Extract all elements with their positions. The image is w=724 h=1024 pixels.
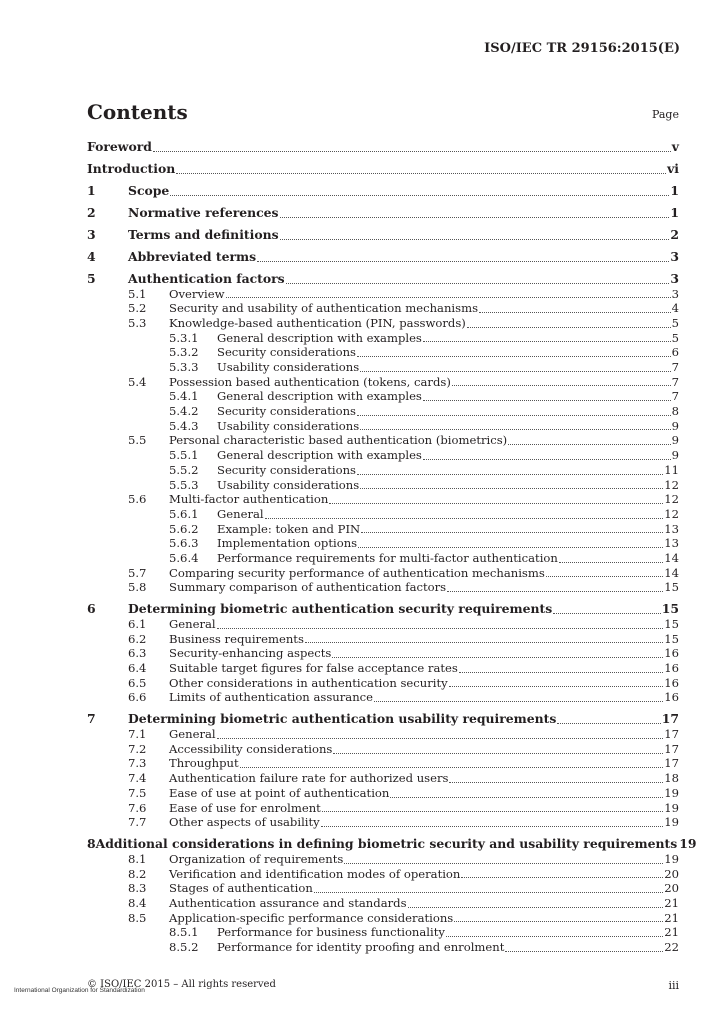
toc-entry[interactable] (87, 536, 679, 551)
toc-entry-number: 8.5.1 (169, 925, 199, 940)
toc-entry-number: 6.2 (128, 631, 147, 646)
toc-entry-page: 16 (664, 690, 679, 705)
toc-entry-page: 16 (664, 675, 679, 690)
toc-entry-page: 15 (664, 580, 679, 595)
toc-entry-page: 17 (664, 727, 679, 742)
toc-entry[interactable] (87, 580, 679, 595)
toc-entry-number: 5.7 (128, 565, 147, 580)
toc-entry-title: Business requirements (169, 631, 304, 646)
page-title: Contents (87, 100, 188, 124)
toc-entry-page: 5 (671, 315, 679, 330)
toc-entry[interactable] (87, 375, 679, 390)
toc-entry-page: 21 (664, 910, 679, 925)
toc-entry-number: 8.4 (128, 895, 147, 910)
toc-leader-dots (153, 151, 671, 152)
footer-page-number: iii (668, 979, 679, 992)
toc-entry-page: v (671, 138, 679, 154)
toc-entry[interactable] (87, 272, 679, 287)
toc-leader-dots (322, 811, 663, 812)
toc-entry[interactable] (87, 632, 679, 647)
toc-entry-title: Security considerations (217, 404, 357, 419)
toc-entry[interactable] (87, 206, 679, 221)
toc-leader-dots (217, 628, 664, 629)
toc-entry-page: 3 (670, 248, 679, 264)
toc-entry-page: 15 (664, 617, 679, 631)
toc-entry-title: Determining biometric authentication usability requirements (128, 711, 557, 727)
toc-entry-page: 20 (664, 881, 679, 896)
toc-leader-dots (423, 400, 671, 401)
document-id: ISO/IEC TR 29156:2015(E) (484, 41, 680, 56)
toc-entry-page: 19 (664, 800, 679, 815)
toc-leader-dots (361, 532, 663, 533)
toc-entry[interactable] (87, 492, 679, 507)
toc-entry[interactable] (87, 661, 679, 676)
toc-entry-number: 8.2 (128, 866, 147, 881)
toc-entry[interactable] (87, 433, 679, 448)
toc-leader-dots (505, 951, 663, 952)
toc-leader-dots (217, 738, 664, 739)
toc-entry[interactable] (87, 162, 679, 177)
toc-entry-title: Organization of requirements (169, 851, 344, 866)
toc-entry-title: Performance for business functionality (217, 925, 445, 940)
toc-leader-dots (286, 283, 670, 284)
toc-leader-dots (344, 863, 663, 864)
toc-entry[interactable] (87, 925, 679, 940)
toc-leader-dots (332, 657, 663, 658)
toc-entry-number: 5.3 (128, 315, 147, 330)
toc-entry[interactable] (87, 617, 679, 632)
toc-entry-number: 5.6.3 (169, 536, 199, 551)
toc-leader-dots (360, 488, 663, 489)
watermark: International Organization for Standardization (14, 987, 145, 994)
toc-entry-number: 8.3 (128, 881, 147, 896)
toc-leader-dots (423, 341, 671, 342)
toc-entry-number: 5.6.4 (169, 550, 199, 565)
toc-entry-number: 2 (87, 204, 96, 220)
toc-leader-dots (357, 474, 663, 475)
toc-entry-number: 3 (87, 226, 96, 242)
toc-entry-page: 9 (671, 418, 679, 433)
toc-entry-page: 12 (664, 477, 679, 492)
toc-leader-dots (446, 936, 663, 937)
page-column-label: Page (651, 108, 679, 121)
toc-entry[interactable] (87, 786, 679, 801)
toc-entry-title: Performance for identity proofing and enrolment (217, 940, 505, 955)
toc-entry-title: Suitable target figures for false acceptance rates (169, 661, 458, 676)
toc-entry-number: 5.1 (128, 286, 147, 301)
toc-entry-page: 16 (664, 646, 679, 661)
toc-entry[interactable] (87, 345, 679, 360)
toc-leader-dots (176, 173, 666, 174)
toc-entry-number: 5.2 (128, 301, 147, 316)
toc-entry[interactable] (87, 690, 679, 705)
toc-entry-page: 19 (664, 785, 679, 800)
toc-leader-dots (333, 753, 663, 754)
toc-entry-title: Security-enhancing aspects (169, 646, 332, 661)
toc-entry[interactable] (87, 448, 679, 463)
toc-entry-page: 9 (671, 448, 679, 463)
toc-leader-dots (360, 429, 670, 430)
toc-leader-dots (449, 782, 663, 783)
toc-entry-title: Example: token and PIN (217, 521, 361, 536)
toc-entry[interactable] (87, 140, 679, 155)
toc-entry[interactable] (87, 801, 679, 816)
toc-entry-page: 1 (670, 182, 679, 198)
toc-entry-title: General description with examples (217, 389, 422, 404)
toc-entry-number: 5 (87, 270, 96, 286)
toc-entry-title: Authentication factors (128, 270, 285, 286)
toc-entry[interactable] (87, 566, 679, 581)
toc-leader-dots (559, 562, 663, 563)
toc-entry-title: Usability considerations (217, 418, 360, 433)
toc-entry-page: 12 (664, 506, 679, 521)
toc-entry[interactable] (87, 478, 679, 493)
toc-entry-page: 6 (671, 345, 679, 360)
toc-entry-title: Accessibility considerations (169, 741, 333, 756)
toc-entry-title: General description with examples (217, 448, 422, 463)
toc-leader-dots (374, 701, 663, 702)
toc-entry-page: 12 (664, 492, 679, 507)
toc-entry-page: 21 (664, 895, 679, 910)
toc-entry-number: 7.3 (128, 756, 147, 771)
toc-entry-number: 5.3.2 (169, 345, 199, 360)
toc-leader-dots (265, 518, 664, 519)
toc-entry-page: 20 (664, 866, 679, 881)
toc-entry-title: Multi-factor authentication (169, 492, 329, 507)
toc-entry-number: 5.6 (128, 492, 147, 507)
toc-entry-number: 1 (87, 182, 96, 198)
toc-entry-title: Normative references (128, 204, 279, 220)
toc-entry-number: 5.5.1 (169, 448, 199, 463)
toc-entry-title: Other aspects of usability (169, 815, 320, 830)
toc-entry-title: Authentication failure rate for authorized users (169, 771, 449, 786)
toc-leader-dots (390, 797, 663, 798)
toc-leader-dots (467, 327, 671, 328)
toc-entry-number: 8 (87, 836, 96, 852)
toc-entry-title: Summary comparison of authentication factors (169, 580, 447, 595)
toc-leader-dots (423, 459, 671, 460)
toc-entry-page: 17 (664, 756, 679, 771)
toc-entry-title: Performance requirements for multi-factor authentication (217, 550, 558, 565)
toc-leader-dots (358, 547, 663, 548)
toc-entry-page: 16 (664, 661, 679, 676)
toc-entry-title: Introduction (87, 160, 176, 176)
toc-entry-title: Terms and definitions (128, 226, 279, 242)
toc-leader-dots (280, 217, 670, 218)
toc-leader-dots (454, 921, 663, 922)
toc-entry[interactable] (87, 836, 697, 852)
toc-entry-page: vi (667, 160, 679, 176)
toc-entry-page: 22 (664, 940, 679, 955)
toc-entry-number: 6.5 (128, 675, 147, 690)
toc-entry-title: Knowledge-based authentication (PIN, passwords) (169, 315, 466, 330)
toc-entry-number: 5.4 (128, 374, 147, 389)
toc-entry-number: 5.4.3 (169, 418, 199, 433)
toc-entry-title: General (169, 617, 216, 631)
toc-entry[interactable] (87, 551, 679, 566)
toc-entry-title: Additional considerations in defining biometric security and usability requirements (95, 836, 678, 852)
toc-entry-page: 14 (664, 565, 679, 580)
toc-entry-number: 8.1 (128, 851, 147, 866)
toc-leader-dots (257, 261, 669, 262)
toc-leader-dots (170, 195, 669, 196)
toc-leader-dots (461, 877, 663, 878)
toc-entry-number: 6.3 (128, 646, 147, 661)
toc-entry-page: 19 (664, 815, 679, 830)
toc-entry-number: 5.5 (128, 433, 147, 448)
toc-leader-dots (240, 767, 664, 768)
toc-entry[interactable] (87, 331, 679, 346)
toc-entry[interactable] (87, 881, 679, 896)
toc-entry-number: 7.2 (128, 741, 147, 756)
toc-entry-number: 7.7 (128, 815, 147, 830)
toc-entry-title: Security considerations (217, 462, 357, 477)
toc-entry-page: 9 (671, 433, 679, 448)
toc-entry-page: 15 (664, 631, 679, 646)
toc-entry-title: Abbreviated terms (128, 248, 257, 264)
toc-entry-title: Implementation options (217, 536, 358, 551)
toc-entry-page: 19 (679, 836, 697, 852)
toc-entry-title: Throughput (169, 756, 239, 771)
toc-entry-title: Determining biometric authentication security requirements (128, 601, 553, 617)
toc-entry[interactable] (87, 602, 679, 617)
toc-entry[interactable] (87, 522, 679, 537)
toc-entry[interactable] (87, 250, 679, 265)
toc-entry-page: 11 (664, 462, 679, 477)
toc-entry-number: 5.5.3 (169, 477, 199, 492)
toc-entry-title: Limits of authentication assurance (169, 690, 374, 705)
table-of-contents (87, 138, 697, 955)
toc-entry[interactable] (87, 287, 679, 302)
toc-entry-title: Other considerations in authentication security (169, 675, 448, 690)
toc-entry[interactable] (87, 184, 679, 199)
toc-entry[interactable] (87, 911, 679, 926)
toc-entry-number: 6.1 (128, 617, 147, 631)
toc-entry-title: General (217, 506, 264, 521)
toc-entry-title: Ease of use at point of authentication (169, 785, 390, 800)
toc-leader-dots (408, 907, 664, 908)
toc-entry[interactable] (87, 646, 679, 661)
toc-leader-dots (508, 444, 670, 445)
toc-entry-number: 7 (87, 711, 96, 727)
toc-leader-dots (449, 686, 664, 687)
toc-entry-number: 7.6 (128, 800, 147, 815)
toc-entry[interactable] (87, 360, 679, 375)
toc-entry-number: 6.6 (128, 690, 147, 705)
toc-leader-dots (314, 892, 663, 893)
toc-entry-number: 6 (87, 601, 96, 617)
toc-entry-page: 7 (671, 389, 679, 404)
toc-entry[interactable] (87, 404, 679, 419)
toc-entry[interactable] (87, 301, 679, 316)
toc-leader-dots (452, 385, 671, 386)
toc-entry-number: 7.5 (128, 785, 147, 800)
toc-entry-page: 17 (661, 711, 679, 727)
toc-entry-page: 14 (664, 550, 679, 565)
toc-entry-title: Authentication assurance and standards (169, 895, 407, 910)
toc-entry-page: 21 (664, 925, 679, 940)
toc-entry[interactable] (87, 727, 679, 742)
toc-leader-dots (321, 826, 664, 827)
toc-entry-number: 5.4.1 (169, 389, 199, 404)
toc-entry-title: Security and usability of authentication mechanisms (169, 301, 479, 316)
toc-leader-dots (546, 576, 663, 577)
toc-entry-number: 7.1 (128, 727, 147, 742)
toc-entry-title: Possession based authentication (tokens, cards) (169, 374, 451, 389)
toc-leader-dots (305, 642, 663, 643)
toc-entry-title: General description with examples (217, 330, 422, 345)
toc-entry[interactable] (87, 867, 679, 882)
toc-entry-page: 7 (671, 374, 679, 389)
toc-entry-title: Overview (169, 286, 225, 301)
toc-leader-dots (226, 297, 671, 298)
toc-entry-page: 3 (670, 270, 679, 286)
toc-leader-dots (280, 239, 670, 240)
toc-leader-dots (557, 723, 660, 724)
toc-entry-title: Personal characteristic based authentication (biometrics) (169, 433, 508, 448)
toc-entry-title: General (169, 727, 216, 742)
toc-leader-dots (360, 371, 670, 372)
toc-entry[interactable] (87, 852, 679, 867)
toc-entry-page: 13 (664, 536, 679, 551)
toc-leader-dots (357, 415, 671, 416)
toc-leader-dots (553, 613, 661, 614)
toc-entry-number: 5.6.1 (169, 506, 199, 521)
toc-entry[interactable] (87, 712, 679, 727)
toc-entry-page: 2 (670, 226, 679, 242)
toc-entry-page: 5 (671, 330, 679, 345)
toc-entry-number: 5.6.2 (169, 521, 199, 536)
toc-entry[interactable] (87, 757, 679, 772)
toc-entry-number: 5.4.2 (169, 404, 199, 419)
toc-entry[interactable] (87, 676, 679, 691)
toc-entry-title: Ease of use for enrolment (169, 800, 321, 815)
toc-entry-title: Application-specific performance considerations (169, 910, 454, 925)
toc-leader-dots (447, 591, 663, 592)
toc-entry[interactable] (87, 316, 679, 331)
toc-entry-page: 4 (671, 301, 679, 316)
toc-entry[interactable] (87, 940, 679, 955)
toc-entry-page: 18 (664, 771, 679, 786)
toc-entry-title: Verification and identification modes of operation (169, 866, 461, 881)
toc-entry[interactable] (87, 771, 679, 786)
toc-entry[interactable] (87, 742, 679, 757)
toc-entry-number: 4 (87, 248, 96, 264)
toc-entry-page: 3 (671, 286, 679, 301)
toc-entry-number: 8.5.2 (169, 940, 199, 955)
toc-entry-number: 5.5.2 (169, 462, 199, 477)
toc-entry-number: 8.5 (128, 910, 147, 925)
toc-entry[interactable] (87, 419, 679, 434)
toc-entry-number: 7.4 (128, 771, 147, 786)
toc-entry-page: 8 (671, 404, 679, 419)
toc-entry-number: 6.4 (128, 661, 147, 676)
toc-entry-title: Stages of authentication (169, 881, 313, 896)
toc-entry[interactable] (87, 228, 679, 243)
toc-entry[interactable] (87, 896, 679, 911)
toc-entry-title: Foreword (87, 138, 152, 154)
toc-entry-title: Comparing security performance of authentication mechanisms (169, 565, 545, 580)
toc-entry-title: Usability considerations (217, 360, 360, 375)
toc-entry-page: 15 (661, 601, 679, 617)
toc-entry[interactable] (87, 815, 679, 830)
toc-entry-number: 5.8 (128, 580, 147, 595)
toc-leader-dots (459, 672, 663, 673)
toc-entry-page: 1 (670, 204, 679, 220)
toc-leader-dots (329, 503, 663, 504)
toc-entry-title: Scope (128, 182, 170, 198)
toc-entry[interactable] (87, 463, 679, 478)
toc-leader-dots (479, 312, 671, 313)
toc-entry[interactable] (87, 389, 679, 404)
toc-entry-title: Usability considerations (217, 477, 360, 492)
footer-copyright: © ISO/IEC 2015 – All rights reserved (87, 979, 276, 990)
toc-entry-page: 13 (664, 521, 679, 536)
toc-entry-number: 5.3.1 (169, 330, 199, 345)
toc-entry-page: 7 (671, 360, 679, 375)
toc-entry-title: Security considerations (217, 345, 357, 360)
toc-entry[interactable] (87, 507, 679, 522)
toc-entry-page: 17 (664, 741, 679, 756)
toc-entry-page: 19 (664, 851, 679, 866)
toc-leader-dots (357, 356, 671, 357)
toc-entry-number: 5.3.3 (169, 360, 199, 375)
